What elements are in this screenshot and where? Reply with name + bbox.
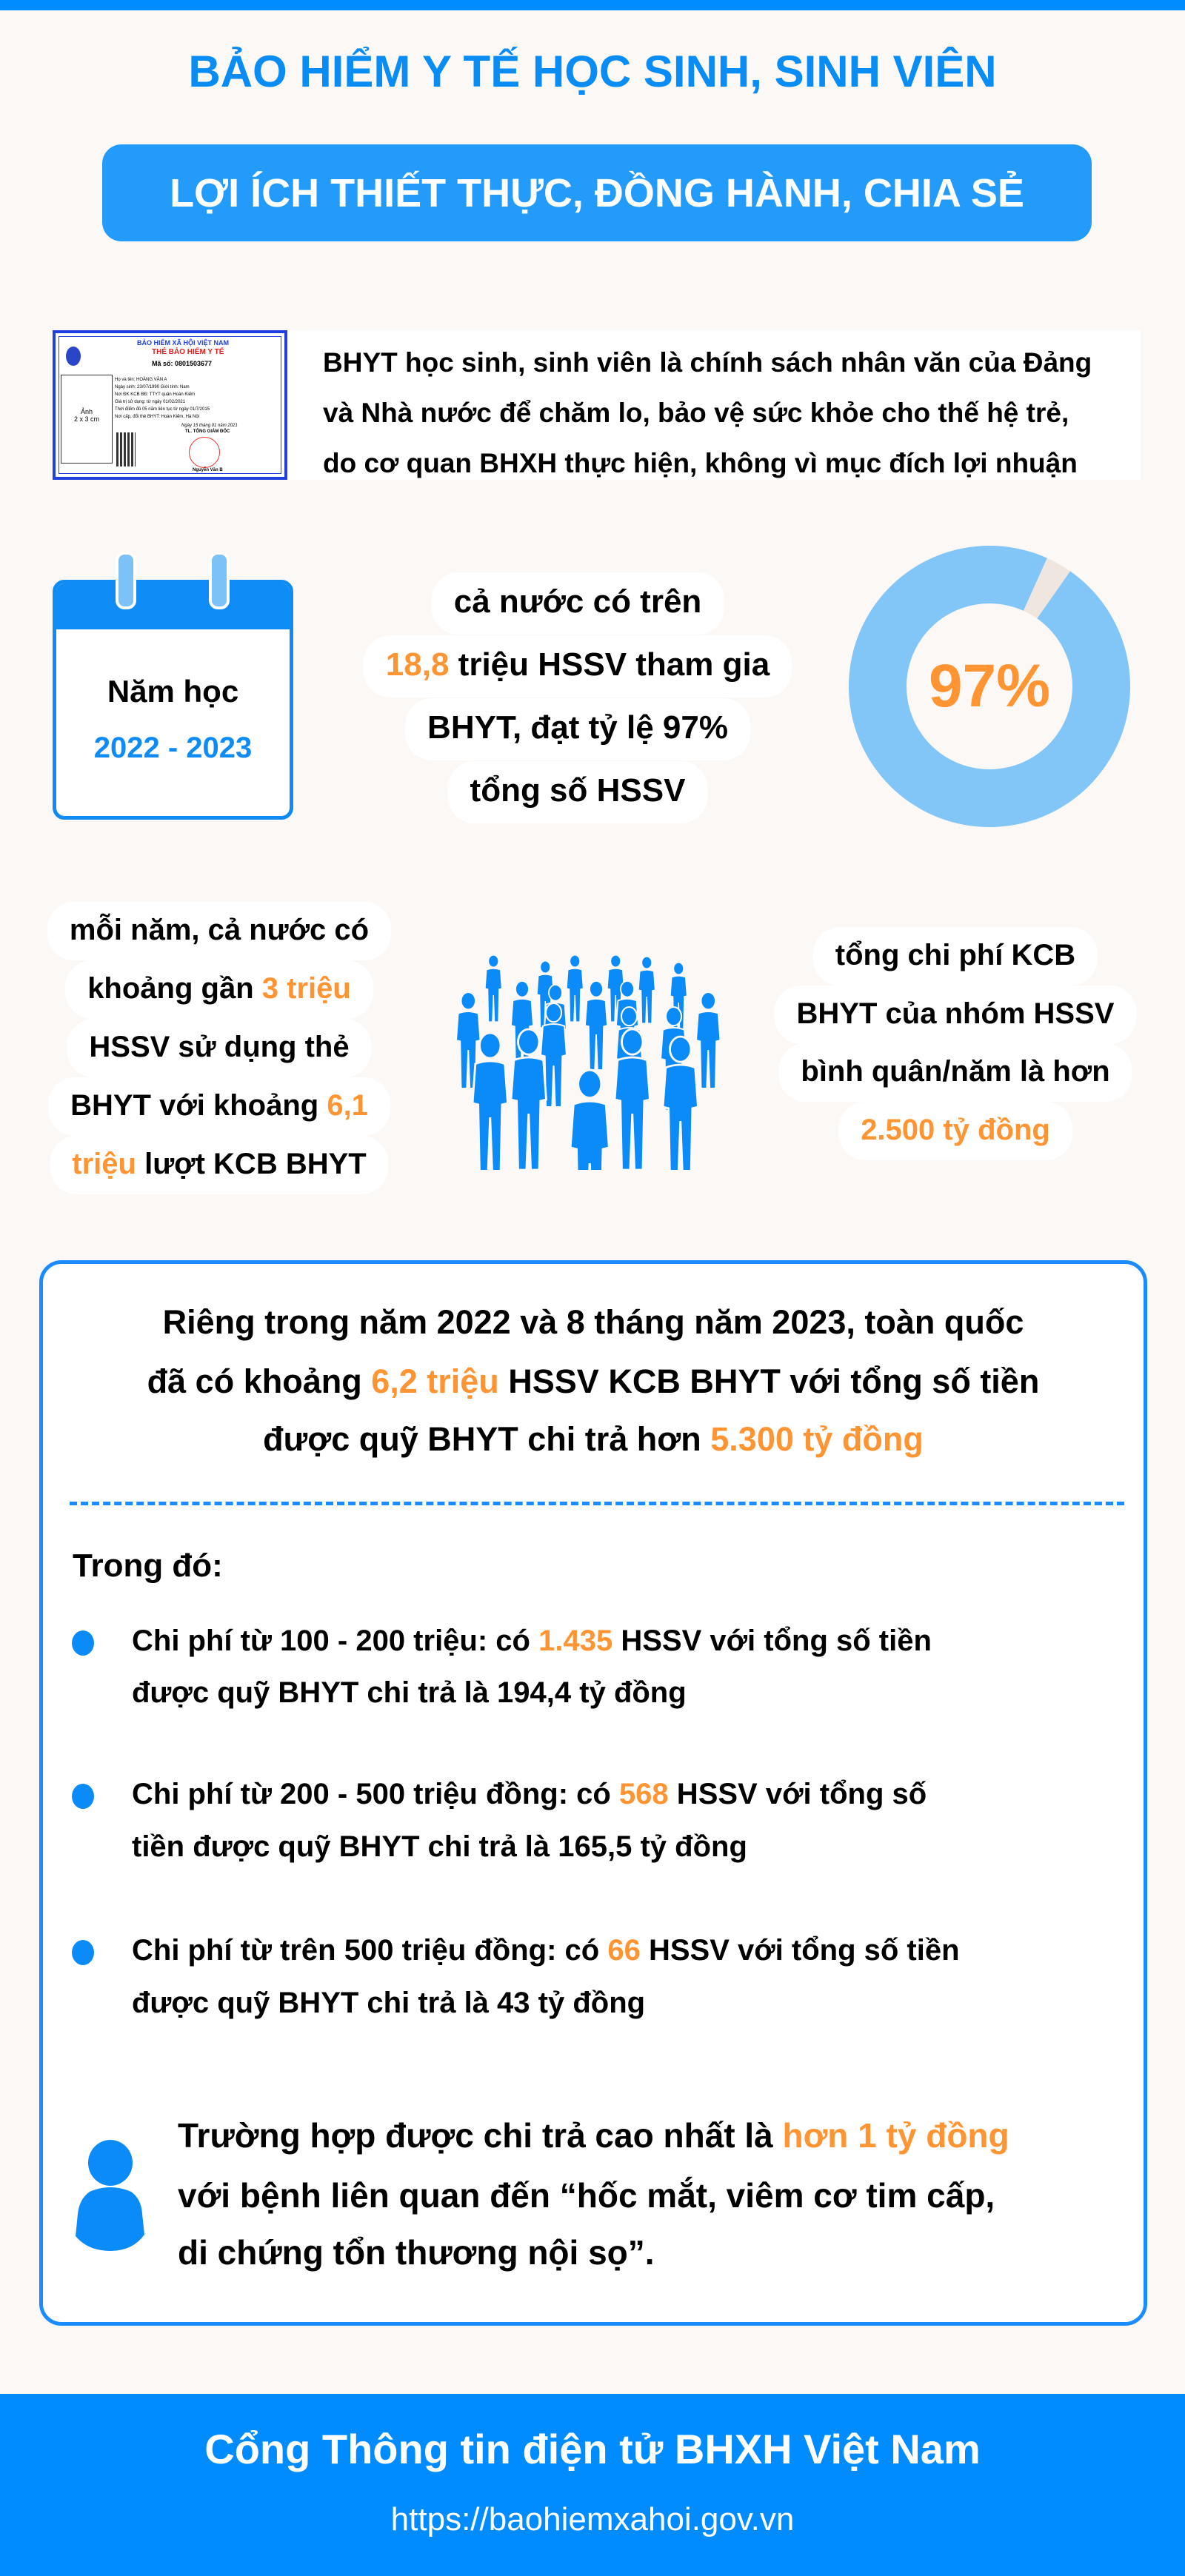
usage-line: khoảng gần 3 triệu <box>65 960 373 1019</box>
person-figure-icon <box>570 1070 610 1170</box>
insurance-card-image <box>53 330 287 480</box>
footer <box>0 2394 1185 2576</box>
coverage-percent: 97% <box>928 652 1051 720</box>
bullet-icon <box>72 1630 94 1656</box>
person-figure-icon <box>585 981 607 1070</box>
calendar-header <box>56 583 290 629</box>
card-field: Nơi cấp, đổi thẻ BHYT: Hoàn Kiếm, Hà Nội <box>115 415 199 419</box>
participation-line: cả nước có trên <box>432 572 724 635</box>
person-figure-icon <box>485 955 502 1022</box>
card-field: Nơi ĐK KCB BĐ: TTYT quận Hoàn Kiếm <box>115 392 196 397</box>
cost-line: BHYT của nhóm HSSV <box>775 986 1137 1044</box>
summary-line: Riêng trong năm 2022 và 8 tháng năm 2023, toàn quốc <box>162 1303 1024 1341</box>
usage-line: triệu lượt KCB BHYT <box>50 1136 388 1194</box>
person-figure-icon <box>473 1033 508 1170</box>
participation-line: BHYT, đạt tỷ lệ 97% <box>405 698 750 760</box>
person-figure-icon <box>567 955 584 1022</box>
person-figure-icon <box>638 957 655 1023</box>
intro-line: BHYT học sinh, sinh viên là chính sách nhân văn của Đảng <box>323 347 1092 378</box>
footer-url[interactable]: https://baohiemxahoi.gov.vn <box>390 2501 795 2537</box>
bhxh-logo-icon <box>66 347 81 366</box>
among-label: Trong đó: <box>73 1548 223 1584</box>
card-field: Họ và tên: HOÀNG VĂN A <box>115 378 167 382</box>
intro-line: và Nhà nước để chăm lo, bảo vệ sức khỏe cho thế hệ trẻ, <box>323 398 1069 428</box>
qr-code-icon <box>116 432 136 466</box>
bullet-icon <box>72 1784 94 1809</box>
intro-line: do cơ quan BHXH thực hiện, không vì mục đích lợi nhuận <box>323 448 1078 478</box>
top-case-line: Trường hợp được chi trả cao nhất là hơn 1 tỷ đồng <box>178 2116 1009 2155</box>
bullet-text: Chi phí từ trên 500 triệu đồng: có 66 HSSV với tổng số tiền <box>132 1934 960 1967</box>
usage-line: HSSV sử dụng thẻ <box>67 1019 371 1077</box>
photo-label: Ảnh <box>80 408 93 415</box>
card-field: Giá trị sử dụng: từ ngày 01/02/2021 <box>115 400 186 404</box>
usage-line: BHYT với khoảng 6,1 <box>48 1077 390 1136</box>
top-case-line: với bệnh liên quan đến “hốc mắt, viêm cơ tim cấp, <box>178 2176 995 2215</box>
card-date: Ngày 15 tháng 01 năm 2021 <box>181 424 238 428</box>
subtitle-banner <box>102 144 1092 241</box>
footer-title: Cổng Thông tin điện tử BHXH Việt Nam <box>204 2426 981 2472</box>
card-signer-name: Nguyễn Văn B <box>193 468 223 472</box>
subtitle: LỢI ÍCH THIẾT THỰC, ĐỒNG HÀNH, CHIA SẺ <box>170 170 1024 215</box>
summary-line: được quỹ BHYT chi trả hơn 5.300 tỷ đồng <box>263 1420 924 1458</box>
summary-line: đã có khoảng 6,2 triệu HSSV KCB BHYT với tổng số tiền <box>147 1362 1040 1400</box>
photo-size: 2 x 3 cm <box>73 415 99 423</box>
participation-line: 18,8 triệu HSSV tham gia <box>364 635 792 697</box>
bullet-text: tiền được quỹ BHYT chi trả là 165,5 tỷ đồng <box>132 1830 747 1863</box>
card-field: Ngày sinh: 23/07/1990 Giới tính: Nam <box>115 385 190 389</box>
bullet-text: được quỹ BHYT chi trả là 43 tỷ đồng <box>132 1987 646 2019</box>
bullet-icon <box>72 1940 94 1965</box>
participation-line: tổng số HSSV <box>448 761 708 823</box>
card-signer-title: TL. TỔNG GIÁM ĐỐC <box>185 429 230 434</box>
divider <box>70 1502 1124 1505</box>
calendar-ring-icon <box>116 552 136 609</box>
usage-line: mỗi năm, cả nước có <box>47 902 391 960</box>
cost-line: tổng chi phí KCB <box>813 927 1098 986</box>
bullet-text: Chi phí từ 100 - 200 triệu: có 1.435 HSSV với tổng số tiền <box>132 1625 932 1657</box>
cost-line: 2.500 tỷ đồng <box>838 1102 1072 1160</box>
top-case-line: di chứng tổn thương nội sọ”. <box>178 2233 655 2272</box>
card-fields <box>115 376 210 421</box>
bullet-text: được quỹ BHYT chi trả là 194,4 tỷ đồng <box>132 1676 687 1709</box>
crowd-icon <box>444 940 733 1170</box>
photo-box <box>61 375 113 464</box>
card-field: Thời điểm đủ 05 năm liên tục từ ngày 01/7/2015 <box>115 407 210 412</box>
bullet-text: Chi phí từ 200 - 500 triệu đồng: có 568 HSSV với tổng số <box>132 1778 927 1810</box>
cost-line: bình quân/năm là hơn <box>778 1043 1132 1102</box>
top-bar <box>0 0 1185 10</box>
card-type: THẺ BẢO HIỂM Y TẾ <box>152 348 224 356</box>
person-icon <box>73 2140 147 2252</box>
school-year-value: 2022 - 2023 <box>93 732 253 764</box>
stamp-icon <box>189 437 220 468</box>
person-figure-icon <box>696 992 721 1088</box>
card-org: BẢO HIỂM XÃ HỘI VIỆT NAM <box>137 339 230 347</box>
intro-text <box>287 330 1141 480</box>
page-title: BẢO HIỂM Y TẾ HỌC SINH, SINH VIÊN <box>188 47 997 96</box>
school-year-label: Năm học <box>107 674 239 709</box>
card-code: Mã số: 0801503677 <box>152 360 213 367</box>
calendar-ring-icon <box>209 552 230 609</box>
